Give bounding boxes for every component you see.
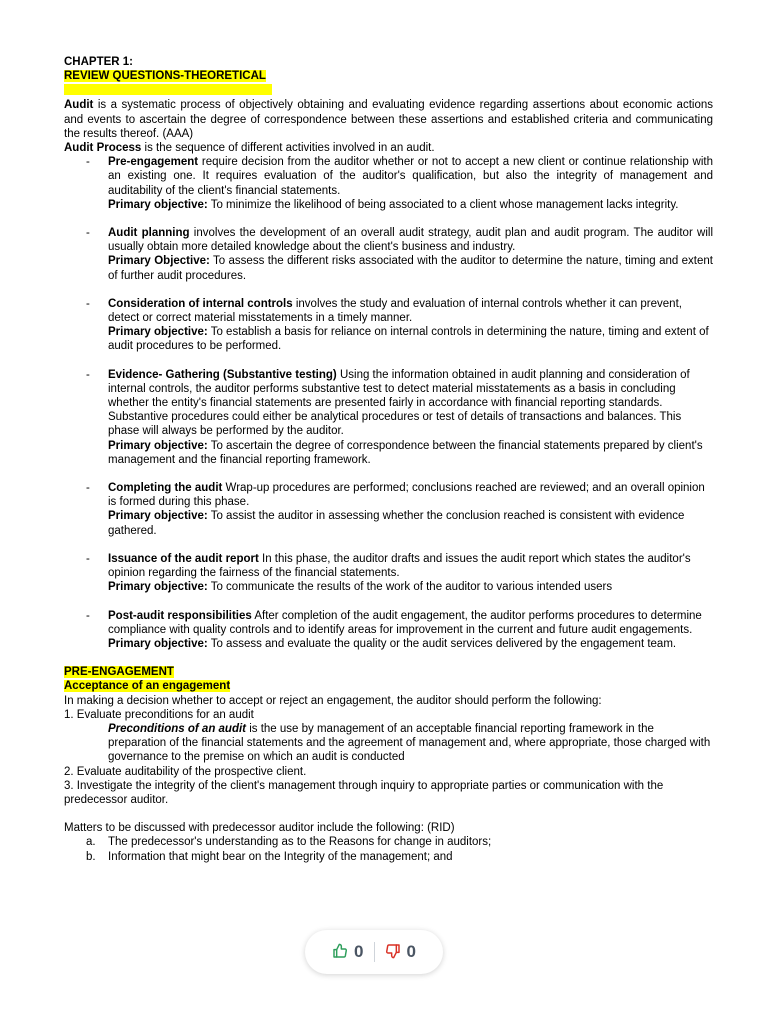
step-2: 2. Evaluate auditability of the prospective client. xyxy=(64,765,307,778)
phase-item: - Completing the audit Wrap-up procedures are performed; conclusions reached are reviewed; and an overall opinion is formed during this phase. Primary objective: To assist the auditor in assessing whether the conclusion reached is consistent with evidence gathered. xyxy=(64,481,713,538)
phase-item: - Consideration of internal controls involves the study and evaluation of internal controls whether it can prevent, detect or correct material misstatements in a timely manner. Primary objective: To establish a basis for reliance on internal controls in determining the nature, timing and extent of audit procedures to be performed. xyxy=(64,297,713,354)
thumbs-up-icon xyxy=(332,943,348,961)
document-page xyxy=(64,55,713,864)
phase-item: - Issuance of the audit report In this phase, the auditor drafts and issues the audit report which states the auditor's opinion regarding the fairness of the financial statements. Primary objective: To communicate the results of the work of the auditor to various intended users xyxy=(64,552,713,595)
step-3: 3. Investigate the integrity of the client's management through inquiry to appropriate parties or communication with the predecessor auditor. xyxy=(64,779,664,806)
pre-engagement-heading: PRE-ENGAGEMENT xyxy=(64,666,174,679)
list-item: b. Information that might bear on the Integrity of the management; and xyxy=(86,850,453,863)
list-item: a. The predecessor's understanding as to the Reasons for change in auditors; xyxy=(86,836,492,849)
matters-list xyxy=(64,835,713,863)
upvote-button[interactable] xyxy=(332,943,363,961)
acceptance-subheading: Acceptance of an engagement xyxy=(64,680,231,693)
chapter-heading: CHAPTER 1: xyxy=(64,56,134,68)
preconditions-definition: Preconditions of an audit is the use by management of an acceptable financial reporting framework in the preparation of the financial statements and the agreement of management and, where appropriate, those charged with governance to the premise on which an audit is conducted xyxy=(108,722,711,764)
phase-item: - Evidence- Gathering (Substantive testing) Using the information obtained in audit planning and consideration of internal controls, the auditor performs substantive test to detect material misstatements as a basis in concluding whether the entity's financial statements are presented fairly in accordance with financial reporting standards. Substantive procedures could either be analytical procedures or test of details of transactions and balances. This phase will always be performed by the auditor. Primary objective: To ascertain the degree of correspondence between the financial statements prepared by client's management and the financial reporting framework. xyxy=(64,368,713,467)
thumbs-down-icon xyxy=(385,943,401,961)
chapter-subtitle: REVIEW QUESTIONS-THEORETICAL xyxy=(64,70,266,83)
phase-item: - Post-audit responsibilities After completion of the audit engagement, the auditor performs procedures to determine compliance with quality controls and to identify areas for improvement in the current and future audit engagements. Primary objective: To assess and evaluate the quality or the audit services delivered by the engagement team. xyxy=(64,609,713,652)
audit-definition: Audit is a systematic process of objectively obtaining and evaluating evidence regarding assertions about economic actions and events to ascertain the degree of correspondence between these assertions and established criteria and communicating the results thereof. (AAA) xyxy=(64,99,713,140)
highlight-bar xyxy=(64,84,272,95)
phase-item: - Audit planning involves the development of an overall audit strategy, audit plan and audit program. The auditor will usually obtain more detailed knowledge about the client's business and industry. Primary Objective: To assess the different risks associated with the auditor to determine the nature, timing and extent of further audit procedures. xyxy=(64,226,713,283)
matters-intro: Matters to be discussed with predecessor auditor include the following: (RID) xyxy=(64,822,455,835)
phase-item: - Pre-engagement require decision from the auditor whether or not to accept a new client or continue relationship with an existing one. It requires evaluation of the auditor's qualification, but also the integrity of management and auditability of the client's financial statements. Primary objective: To minimize the likelihood of being associated to a client whose management lacks integrity. xyxy=(64,155,713,212)
audit-phase-list xyxy=(64,155,713,651)
divider xyxy=(374,942,375,962)
step-1: 1. Evaluate preconditions for an audit xyxy=(64,708,254,721)
downvote-button[interactable] xyxy=(385,943,416,961)
upvote-count: 0 xyxy=(354,941,364,961)
audit-process-definition: Audit Process is the sequence of different activities involved in an audit. xyxy=(64,142,435,155)
pre-engagement-intro: In making a decision whether to accept or reject an engagement, the auditor should perform the following: xyxy=(64,694,602,707)
downvote-count: 0 xyxy=(406,941,416,961)
vote-widget xyxy=(305,930,443,974)
spacer xyxy=(64,807,713,821)
